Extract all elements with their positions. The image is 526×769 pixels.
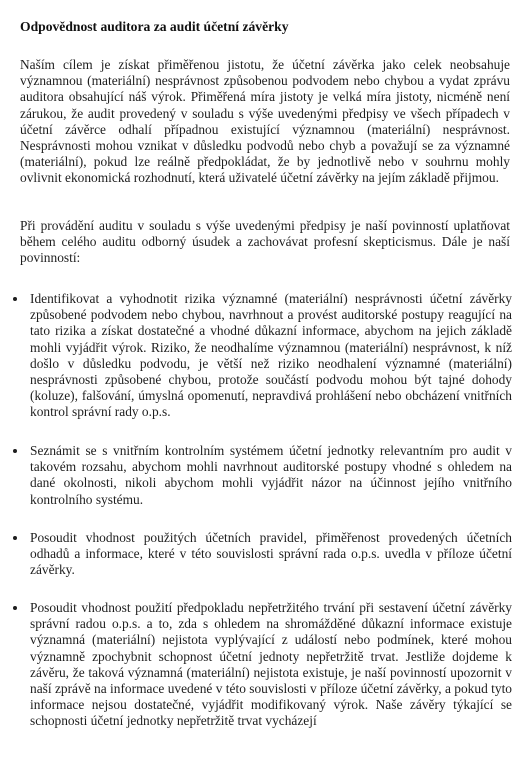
section-heading: Odpovědnost auditora za audit účetní závěrky <box>20 19 289 34</box>
list-item-text: Identifikovat a vyhodnotit rizika významné (materiální) nesprávnosti účetní závěrky způsobené podvodem nebo chybou, navrhnout a provést auditorské postupy reagující na tato rizika a získat dostatečné a vhodné důkazní informace, abychom na jejich základě mohli vyjádřit výrok. Riziko, že neodhalíme významnou (materiální) nesprávnost, k níž došlo v důsledku podvodu, je větší než riziko neodhalení významné (materiální) nesprávnosti způsobené chybou, protože součástí podvodu mohou být tajné dohody (koluze), falšování, úmyslná opomenutí, nepravdivá prohlášení nebo obcházení vnitřních kontrol správní rady o.p.s. <box>30 291 512 420</box>
paragraph-audit-objective: Naším cílem je získat přiměřenou jistotu, že účetní závěrka jako celek neobsahuje významnou (materiální) nesprávnost způsobenou podvodem nebo chybou a vydat zprávu auditora obsahující náš výrok. Přiměřená míra jistoty je velká míra jistoty, nicméně není zárukou, že audit provedený v souladu s výše uvedenými předpisy ve všech případech v účetní závěrce odhalí případnou existující významnou (materiální) nesprávnost. Nesprávnosti mohou vznikat v důsledku podvodů nebo chyb a považují se za významné (materiální), pokud lze reálně předpokládat, že by jednotlivě nebo v souhrnu mohly ovlivnit ekonomická rozhodnutí, která uživatelé účetní závěrky na jejím základě přijmou. <box>20 57 510 186</box>
bullet-dot-icon <box>13 606 17 610</box>
bullet-dot-icon <box>13 297 17 301</box>
list-item <box>30 530 512 579</box>
paragraph-auditor-duties: Při provádění auditu v souladu s výše uvedenými předpisy je naší povinností uplatňovat během celého auditu odborný úsudek a zachovávat profesní skepticismus. Dále je naší povinností: <box>20 218 510 266</box>
list-item <box>30 291 512 421</box>
list-item-text: Posoudit vhodnost použití předpokladu nepřetržitého trvání při sestavení účetní závěrky správní radou o.p.s. a to, zda s ohledem na shromážděné důkazní informace existuje významná (materiální) nejistota vyplývající z událostí nebo podmínek, které mohou významně zpochybnit schopnost účetní jednoty nepřetržitě trvat. Jestliže dojdeme k závěru, že taková významná (materiální) nejistota existuje, je naší povinností upozornit v naší zprávě na informace uvedené v této souvislosti v příloze účetní závěrky, a pokud tyto informace nejsou dostatečné, vyjádřit modifikovaný výrok. Naše závěry týkající se schopnosti účetní jednotky nepřetržitě trvat vycházejí <box>30 600 512 729</box>
list-item-text: Seznámit se s vnitřním kontrolním systémem účetní jednotky relevantním pro audit v takovém rozsahu, abychom mohli navrhnout auditorské postupy vhodné s ohledem na dané okolnosti, nikoli abychom mohli vyjádřit názor na účinnost jejího vnitřního kontrolního systému. <box>30 443 512 507</box>
list-item <box>30 443 512 508</box>
bullet-dot-icon <box>13 536 17 540</box>
list-item <box>30 600 512 730</box>
bullet-dot-icon <box>13 449 17 453</box>
list-item-text: Posoudit vhodnost použitých účetních pravidel, přiměřenost provedených účetních odhadů a informace, které v této souvislosti správní rada o.p.s. uvedla v příloze účetní závěrky. <box>30 530 512 578</box>
